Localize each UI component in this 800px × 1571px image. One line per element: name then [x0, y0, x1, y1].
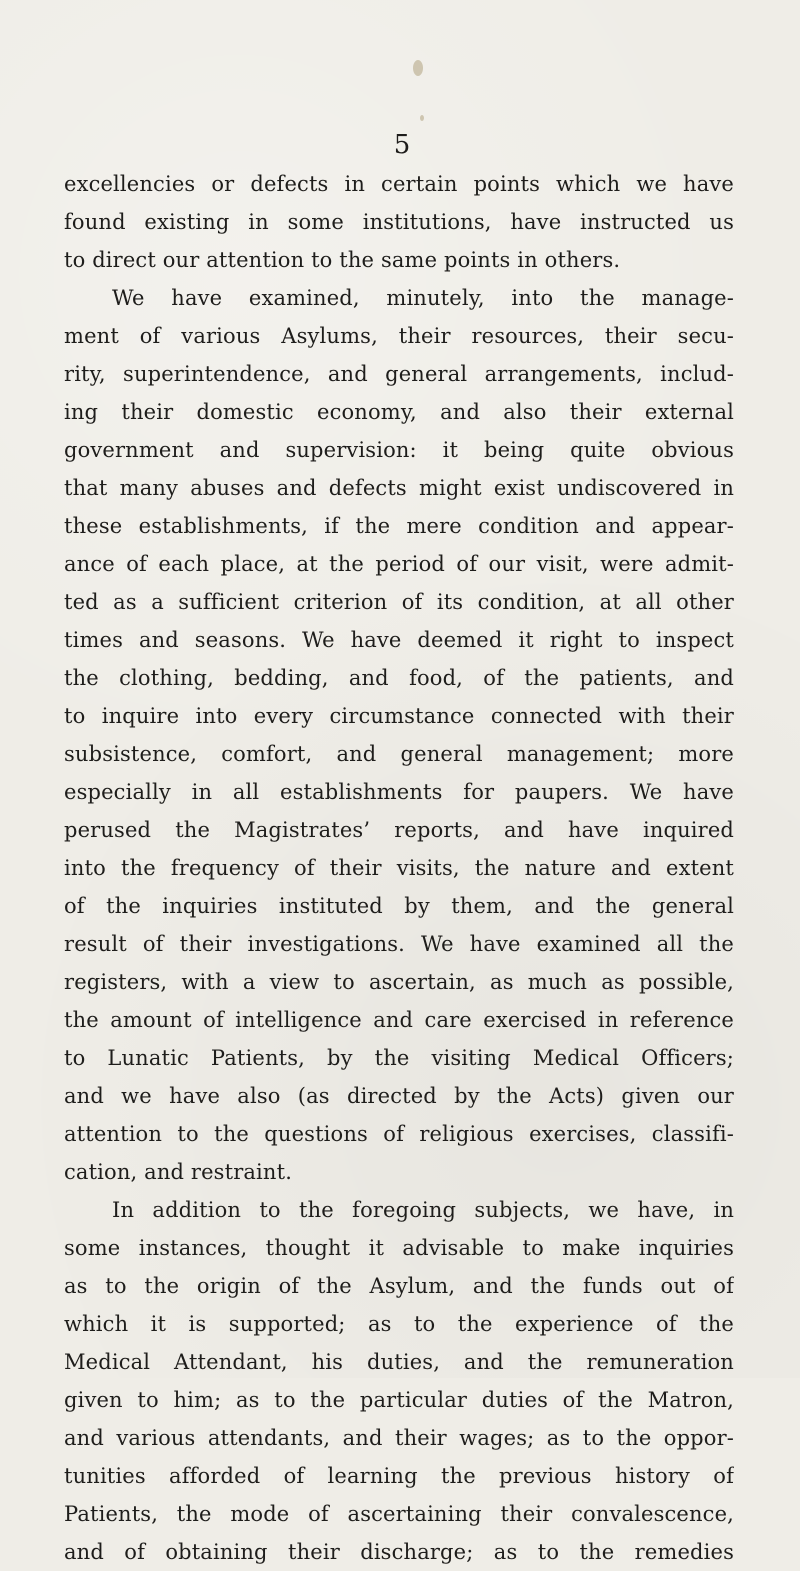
body-text [64, 165, 734, 1571]
text-line: government and supervision: it being quite obvious [64, 438, 734, 462]
text-line: and various attendants, and their wages; as to the oppor- [64, 1426, 734, 1450]
text-line: Medical Attendant, his duties, and the remuneration [64, 1350, 734, 1374]
page-number: 5 [393, 130, 411, 160]
text-line: that many abuses and defects might exist undiscovered in [64, 476, 734, 500]
text-line: registers, with a view to ascertain, as much as possible, [64, 970, 734, 994]
text-line: tunities afforded of learning the previous history of [64, 1464, 734, 1488]
text-line: and of obtaining their discharge; as to the remedies [64, 1540, 734, 1564]
text-line: excellencies or defects in certain points which we have [64, 172, 734, 196]
paper-stain [413, 60, 423, 76]
text-line: ance of each place, at the period of our visit, were admit- [64, 552, 734, 576]
text-line: given to him; as to the particular duties of the Matron, [64, 1388, 734, 1412]
text-line: to Lunatic Patients, by the visiting Medical Officers; [64, 1046, 734, 1070]
text-line: to inquire into every circumstance connected with their [64, 704, 734, 728]
text-line: these establishments, if the mere condition and appear- [64, 514, 734, 538]
text-line: We have examined, minutely, into the manage- [112, 286, 734, 310]
text-line: found existing in some institutions, have instructed us [64, 210, 734, 234]
text-line: the clothing, bedding, and food, of the patients, and [64, 666, 734, 690]
paper-stain [420, 115, 424, 121]
text-line: and we have also (as directed by the Acts) given our [64, 1084, 734, 1108]
text-line: rity, superintendence, and general arrangements, includ- [64, 362, 734, 386]
text-line: perused the Magistrates’ reports, and have inquired [64, 818, 734, 842]
text-line: cation, and restraint. [64, 1160, 293, 1184]
text-line: ing their domestic economy, and also their external [64, 400, 734, 424]
text-line: times and seasons. We have deemed it right to inspect [64, 628, 734, 652]
text-line: which it is supported; as to the experience of the [64, 1312, 734, 1336]
text-line: result of their investigations. We have examined all the [64, 932, 734, 956]
text-line: to direct our attention to the same points in others. [64, 248, 621, 272]
text-line: into the frequency of their visits, the nature and extent [64, 856, 734, 880]
text-line: especially in all establishments for paupers. We have [64, 780, 734, 804]
text-line: Patients, the mode of ascertaining their convalescence, [64, 1502, 734, 1526]
text-line: attention to the questions of religious exercises, classifi- [64, 1122, 734, 1146]
text-line: the amount of intelligence and care exercised in reference [64, 1008, 734, 1032]
text-line: ted as a sufficient criterion of its condition, at all other [64, 590, 734, 614]
text-line: of the inquiries instituted by them, and the general [64, 894, 734, 918]
text-line: some instances, thought it advisable to make inquiries [64, 1236, 734, 1260]
text-line: subsistence, comfort, and general management; more [64, 742, 734, 766]
text-line: as to the origin of the Asylum, and the funds out of [64, 1274, 734, 1298]
text-line: In addition to the foregoing subjects, we have, in [112, 1198, 734, 1222]
text-line: ment of various Asylums, their resources, their secu- [64, 324, 734, 348]
